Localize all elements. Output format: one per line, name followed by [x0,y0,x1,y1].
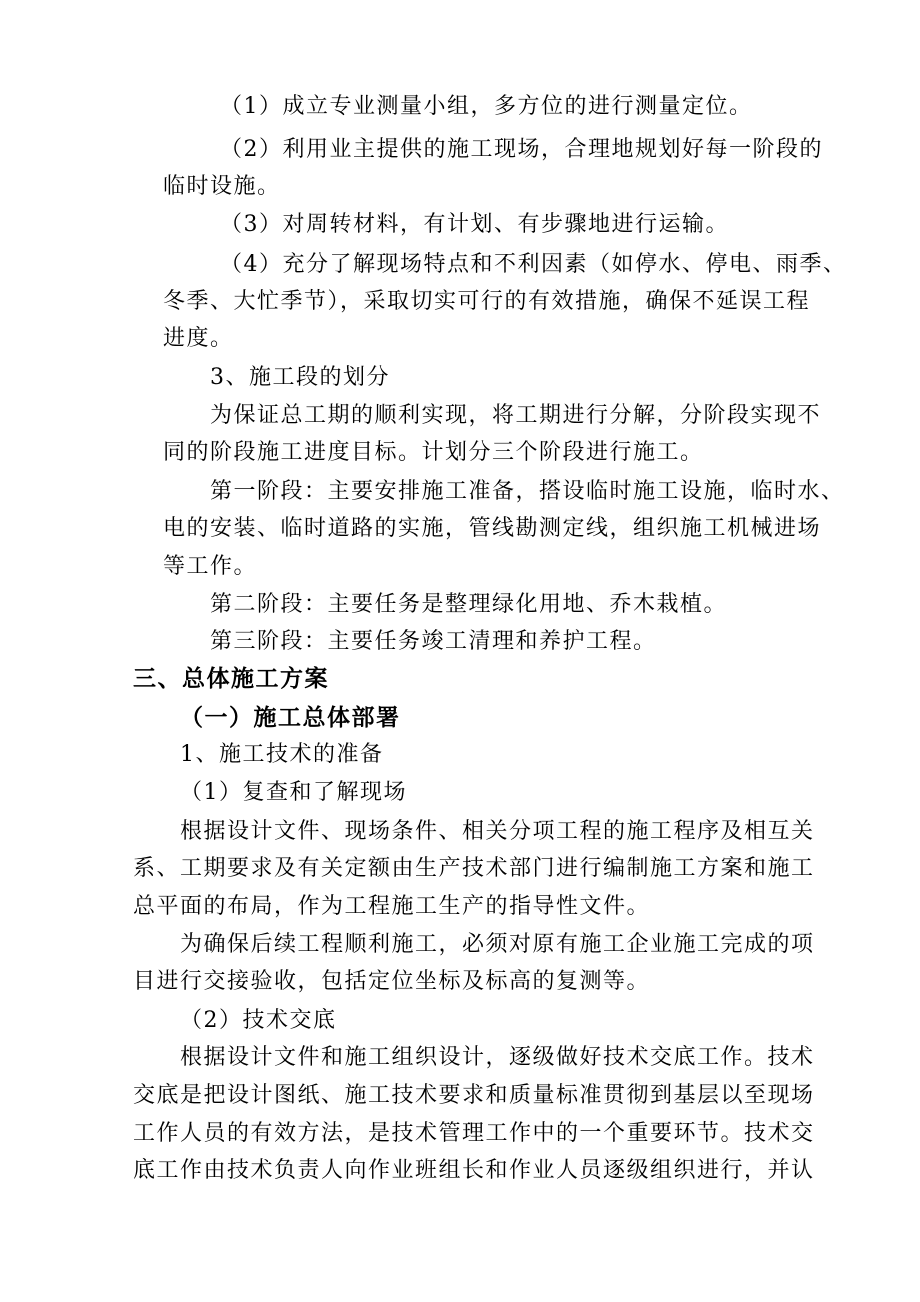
stage-3: 第三阶段：主要任务竣工清理和养护工程。 [210,629,657,654]
paragraph-4-cont2: 工作人员的有效方法，是技术管理工作中的一个重要环节。技术交 [133,1121,815,1146]
paragraph-4: 根据设计文件和施工组织设计，逐级做好技术交底工作。技术 [180,1045,815,1070]
paragraph-2: 根据设计文件、现场条件、相关分项工程的施工程序及相互关 [180,819,815,844]
subheading-3: 3、施工段的划分 [210,365,390,390]
paragraph-1: 为保证总工期的顺利实现，将工期进行分解，分阶段实现不 [210,403,822,428]
stage-2: 第二阶段：主要任务是整理绿化用地、乔木栽植。 [210,592,728,617]
subheading-1-1: （1）复查和了解现场 [180,780,407,805]
list-item-1: （1）成立专业测量小组，多方位的进行测量定位。 [220,94,753,119]
paragraph-2-cont: 系、工期要求及有关定额由生产技术部门进行编制施工方案和施工 [133,856,815,881]
list-item-2: （2）利用业主提供的施工现场，合理地规划好每一阶段的 [220,137,823,162]
subheading-1: 1、施工技术的准备 [180,742,384,767]
paragraph-4-cont: 交底是把设计图纸、施工技术要求和质量标准贯彻到基层以至现场 [133,1083,815,1108]
section-heading-3: 三、总体施工方案 [133,666,329,692]
stage-1-cont2: 等工作。 [163,554,258,579]
stage-1-cont: 电的安装、临时道路的实施，管线勘测定线，组织施工机械进场 [163,516,822,541]
stage-1: 第一阶段：主要安排施工准备，搭设临时施工设施，临时水、 [210,479,845,504]
list-item-4-cont: 冬季、大忙季节），采取切实可行的有效措施，确保不延误工程 [163,289,811,314]
list-item-3: （3）对周转材料，有计划、有步骤地进行运输。 [220,212,729,237]
paragraph-4-cont3: 底工作由技术负责人向作业班组长和作业人员逐级组织进行，并认 [133,1158,815,1183]
paragraph-3: 为确保后续工程顺利施工，必须对原有施工企业施工完成的项 [180,932,815,957]
list-item-4: （4）充分了解现场特点和不利因素（如停水、停电、雨季、 [220,252,847,277]
list-item-2-cont: 临时设施。 [163,174,281,199]
paragraph-3-cont: 目进行交接验收，包括定位坐标及标高的复测等。 [133,969,651,994]
paragraph-1-cont: 同的阶段施工进度目标。计划分三个阶段进行施工。 [163,440,704,465]
paragraph-2-cont2: 总平面的布局，作为工程施工生产的指导性文件。 [133,894,651,919]
list-item-4-cont2: 进度。 [163,326,234,351]
subsection-heading-1: （一）施工总体部署 [180,705,401,731]
subheading-1-2: （2）技术交底 [180,1008,337,1033]
